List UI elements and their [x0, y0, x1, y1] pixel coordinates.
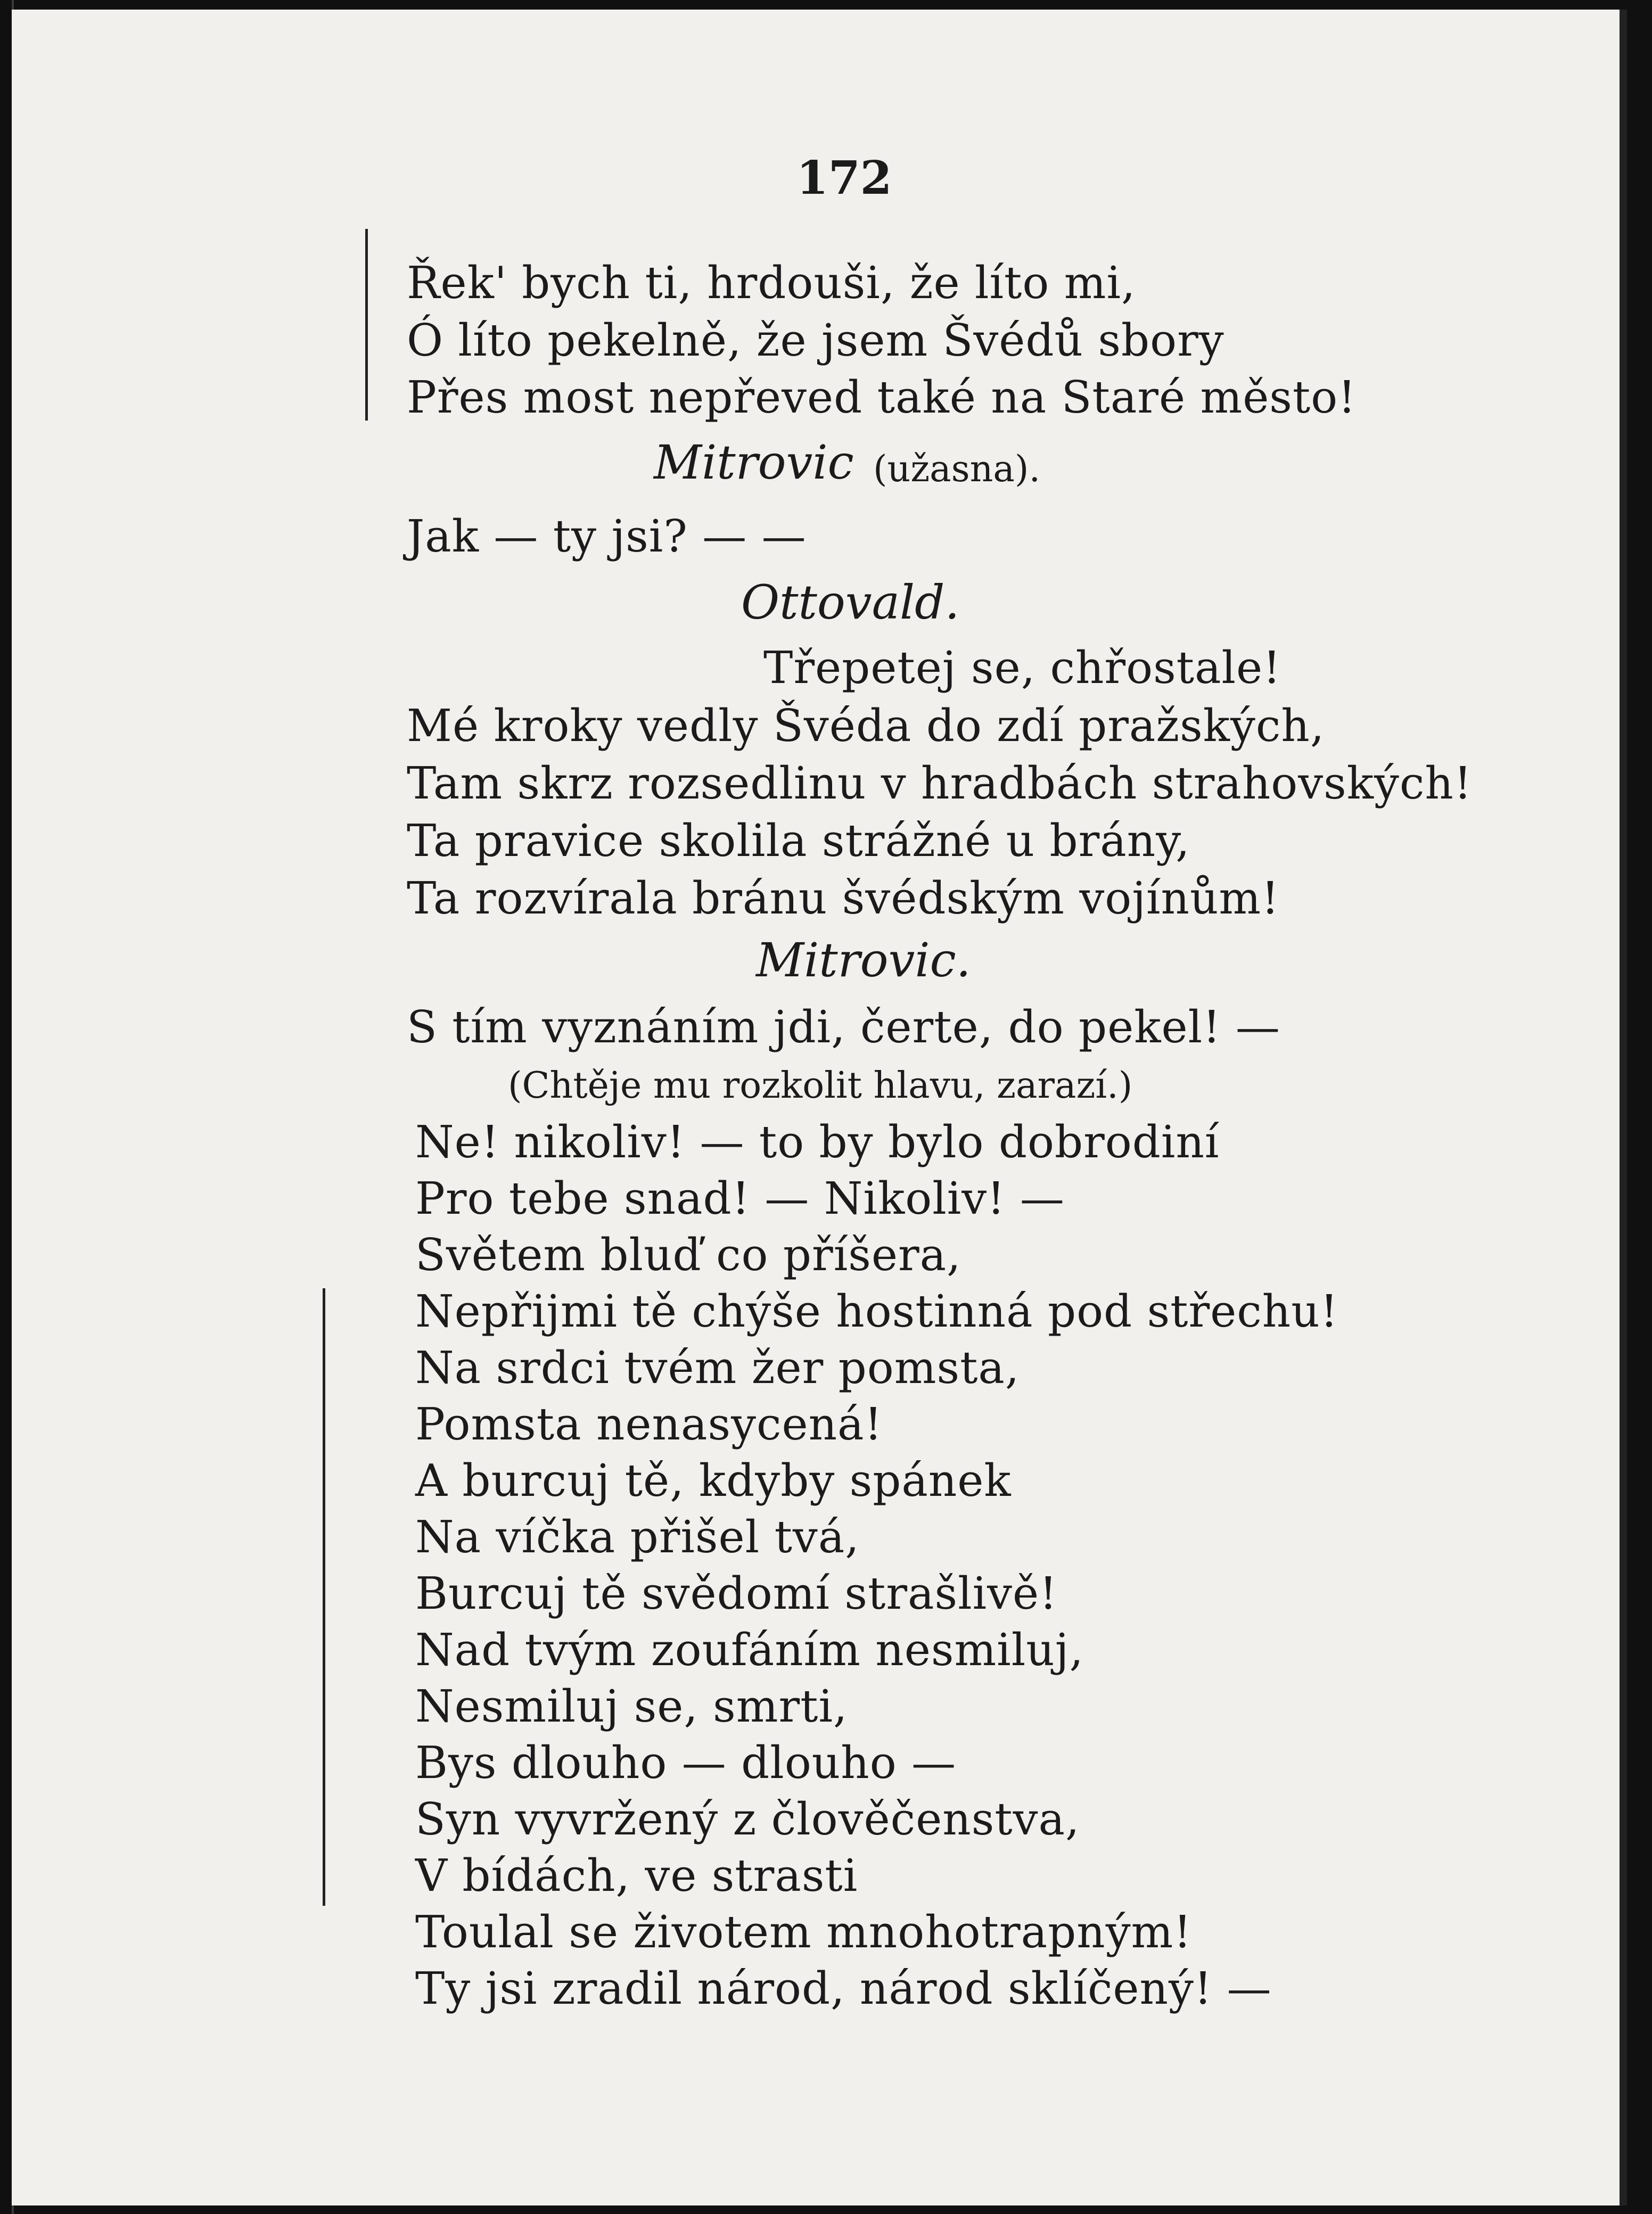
verse-line-2: Ó líto pekelně, že jsem Švédů sbory [407, 315, 1224, 366]
speaker-heading-ottovald: Ottovald. [741, 575, 960, 630]
verse-line-25: Toulal se životem mnohotrapným! [415, 1906, 1192, 1958]
speaker-name: Mitrovic [654, 435, 854, 490]
verse-line-5: Třepetej se, chřostale! [763, 642, 1281, 694]
verse-line-21: Nesmiluj se, smrti, [415, 1681, 848, 1732]
verse-line-9: Ta rozvírala bránu švédským vojínům! [407, 873, 1280, 924]
verse-line-12: Pro tebe snad! — Nikoliv! — [415, 1173, 1065, 1224]
speaker-heading-mitrovic-2: Mitrovic. [756, 933, 971, 987]
page-number: 172 [796, 151, 892, 205]
stage-direction-line: (Chtěje mu rozkolit hlavu, zarazí.) [508, 1065, 1133, 1107]
verse-line-13: Světem bluď co příšera, [415, 1229, 961, 1281]
verse-line-24: V bídách, ve strasti [415, 1850, 858, 1902]
verse-line-19: Burcuj tě svědomí strašlivě! [415, 1568, 1058, 1619]
verse-line-17: A burcuj tě, kdyby spánek [415, 1455, 1012, 1507]
verse-line-8: Ta pravice skolila strážné u brány, [407, 815, 1190, 867]
verse-line-10: S tím vyznáním jdi, čerte, do pekel! — [407, 1001, 1280, 1053]
verse-line-4: Jak — ty jsi? — — [407, 511, 807, 562]
verse-line-26: Ty jsi zradil národ, národ sklíčený! — [415, 1963, 1272, 2014]
verse-line-20: Nad tvým zoufáním nesmiluj, [415, 1624, 1084, 1676]
margin-mark-bottom [323, 1288, 325, 1906]
margin-mark-top [365, 229, 368, 421]
verse-line-22: Bys dlouho — dlouho — [415, 1737, 957, 1789]
verse-line-16: Pomsta nenasycená! [415, 1398, 883, 1450]
verse-line-1: Řek' bych ti, hrdouši, že líto mi, [407, 257, 1136, 309]
verse-line-6: Mé kroky vedly Švéda do zdí pražských, [407, 700, 1325, 752]
stage-direction: (užasna). [873, 448, 1041, 490]
verse-line-14: Nepřijmi tě chýše hostinná pod střechu! [415, 1286, 1339, 1337]
verse-line-7: Tam skrz rozsedlinu v hradbách strahovských! [407, 758, 1473, 809]
verse-line-11: Ne! nikoliv! — to by bylo dobrodiní [415, 1116, 1220, 1168]
verse-line-18: Na víčka přišel tvá, [415, 1511, 860, 1563]
verse-line-15: Na srdci tvém žer pomsta, [415, 1342, 1020, 1394]
verse-line-23: Syn vyvržený z člověčenstva, [415, 1793, 1080, 1845]
verse-line-3: Přes most nepřeved také na Staré město! [407, 372, 1357, 423]
